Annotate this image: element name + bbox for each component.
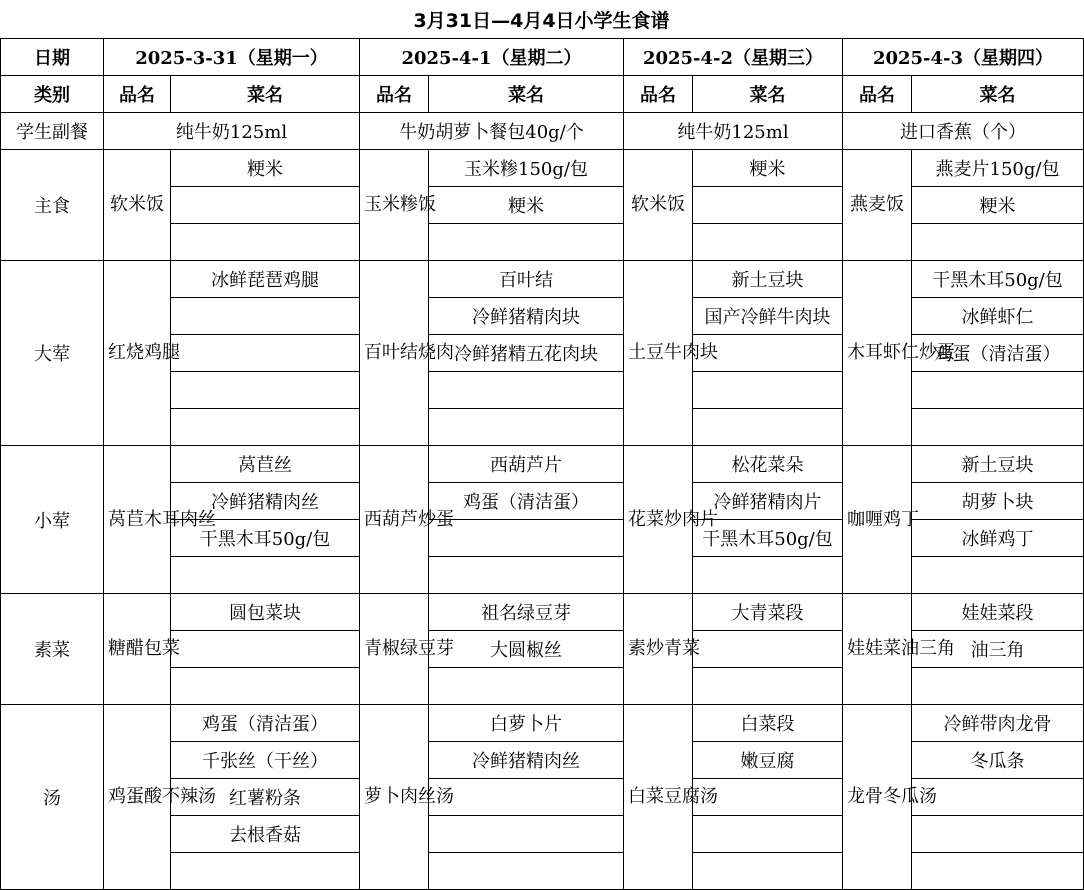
ingredient-cell [171,187,360,224]
page-title: 3月31日—4月4日小学生食谱 [413,9,670,32]
ingredient-cell: 千张丝（干丝） [171,742,360,779]
ingredient-cell [171,372,360,409]
ingredient-cell: 粳米 [912,187,1084,224]
dish-name: 萝卜肉丝汤 [360,705,429,890]
ingredient-cell: 大圆椒丝 [429,631,624,668]
ingredient-cell [171,409,360,446]
dish-name: 软米饭 [104,150,171,261]
ingredient-cell: 玉米糁150g/包 [429,150,624,187]
ingredient-cell [912,224,1084,261]
ingredient-cell [429,224,624,261]
ingredient-cell: 国产冷鲜牛肉块 [693,298,843,335]
dish-name: 娃娃菜油三角 [843,594,912,705]
ingredient-cell: 胡萝卜块 [912,483,1084,520]
ingredient-cell [693,557,843,594]
ingredient-cell [693,372,843,409]
ingredient-cell: 鸡蛋（清洁蛋） [912,335,1084,372]
section-row [1,261,1084,298]
ingredient-cell: 圆包菜块 [171,594,360,631]
ingredient-cell: 冷鲜带肉龙骨 [912,705,1084,742]
ingredient-cell: 大青菜段 [693,594,843,631]
date-header: 日期 [1,39,104,76]
day-date: 2025-4-3（星期四） [843,39,1084,76]
ingredient-cell [171,298,360,335]
ingredient-cell: 松花菜朵 [693,446,843,483]
ingredient-cell: 去根香菇 [171,816,360,853]
category-header: 类别 [1,76,104,113]
ingredient-cell: 鸡蛋（清洁蛋） [429,483,624,520]
ingredient-cell [693,409,843,446]
ingredient-cell: 白菜段 [693,705,843,742]
category-cell: 小荤 [1,446,104,594]
ingredient-cell [171,631,360,668]
ingredient-cell: 冰鲜琵琶鸡腿 [171,261,360,298]
dish-name: 素炒青菜 [624,594,693,705]
day-date: 2025-3-31（星期一） [104,39,360,76]
ingredient-cell: 粳米 [429,187,624,224]
category-cell: 大荤 [1,261,104,446]
ingredient-cell: 嫩豆腐 [693,742,843,779]
category-cell: 素菜 [1,594,104,705]
ingredient-cell: 冷鲜猪精五花肉块 [429,335,624,372]
ingredient-header: 菜名 [693,76,843,113]
snack-row [1,113,1084,150]
ingredient-cell: 油三角 [912,631,1084,668]
ingredient-cell: 白萝卜片 [429,705,624,742]
snack-value: 进口香蕉（个） [843,113,1084,150]
ingredient-cell: 新土豆块 [693,261,843,298]
ingredient-cell [912,816,1084,853]
category-cell: 主食 [1,150,104,261]
section-row [1,446,1084,483]
ingredient-cell: 娃娃菜段 [912,594,1084,631]
ingredient-cell: 莴苣丝 [171,446,360,483]
ingredient-header: 菜名 [429,76,624,113]
ingredient-cell [171,853,360,890]
dish-name: 百叶结烧肉 [360,261,429,446]
ingredient-cell [429,668,624,705]
ingredient-cell [693,853,843,890]
ingredient-cell: 百叶结 [429,261,624,298]
ingredient-cell [912,372,1084,409]
ingredient-cell [429,557,624,594]
snack-value: 牛奶胡萝卜餐包40g/个 [360,113,624,150]
day-date: 2025-4-1（星期二） [360,39,624,76]
ingredient-cell [429,816,624,853]
ingredient-cell [912,779,1084,816]
dish-name: 龙骨冬瓜汤 [843,705,912,890]
ingredient-cell [429,853,624,890]
ingredient-cell [912,668,1084,705]
ingredient-cell [693,631,843,668]
ingredient-cell: 红薯粉条 [171,779,360,816]
ingredient-cell: 粳米 [171,150,360,187]
day-date: 2025-4-2（星期三） [624,39,843,76]
ingredient-cell [171,557,360,594]
ingredient-cell [429,409,624,446]
ingredient-cell [912,557,1084,594]
ingredient-cell [693,816,843,853]
section-row [1,594,1084,631]
item-header: 品名 [104,76,171,113]
dish-name: 莴苣木耳肉丝 [104,446,171,594]
section-row [1,150,1084,187]
date-row [1,39,1084,76]
dish-name: 红烧鸡腿 [104,261,171,446]
ingredient-cell [429,520,624,557]
dish-name: 软米饭 [624,150,693,261]
ingredient-cell: 西葫芦片 [429,446,624,483]
ingredient-cell: 冷鲜猪精肉丝 [171,483,360,520]
ingredient-cell [171,335,360,372]
ingredient-cell: 冷鲜猪精肉片 [693,483,843,520]
ingredient-cell [171,224,360,261]
ingredient-header: 菜名 [171,76,360,113]
ingredient-cell: 燕麦片150g/包 [912,150,1084,187]
snack-label: 学生副餐 [1,113,104,150]
ingredient-cell: 干黑木耳50g/包 [693,520,843,557]
ingredient-cell: 冷鲜猪精肉丝 [429,742,624,779]
menu-table [0,38,1084,890]
ingredient-cell: 冰鲜虾仁 [912,298,1084,335]
ingredient-cell: 干黑木耳50g/包 [171,520,360,557]
dish-name: 咖喱鸡丁 [843,446,912,594]
snack-value: 纯牛奶125ml [624,113,843,150]
snack-value: 纯牛奶125ml [104,113,360,150]
ingredient-cell [912,853,1084,890]
ingredient-cell: 冬瓜条 [912,742,1084,779]
item-header: 品名 [360,76,429,113]
ingredient-cell: 鸡蛋（清洁蛋） [171,705,360,742]
ingredient-cell: 干黑木耳50g/包 [912,261,1084,298]
dish-name: 糖醋包菜 [104,594,171,705]
ingredient-cell [693,187,843,224]
ingredient-cell [171,668,360,705]
ingredient-cell: 冰鲜鸡丁 [912,520,1084,557]
dish-name: 玉米糁饭 [360,150,429,261]
dish-name: 木耳虾仁炒蛋 [843,261,912,446]
dish-name: 青椒绿豆芽 [360,594,429,705]
category-cell: 汤 [1,705,104,890]
ingredient-cell [429,779,624,816]
ingredient-cell [693,224,843,261]
ingredient-cell: 粳米 [693,150,843,187]
label-row [1,76,1084,113]
item-header: 品名 [843,76,912,113]
dish-name: 白菜豆腐汤 [624,705,693,890]
ingredient-cell [429,372,624,409]
ingredient-cell [912,409,1084,446]
ingredient-header: 菜名 [912,76,1084,113]
section-row [1,705,1084,742]
dish-name: 花菜炒肉片 [624,446,693,594]
item-header: 品名 [624,76,693,113]
dish-name: 土豆牛肉块 [624,261,693,446]
ingredient-cell: 冷鲜猪精肉块 [429,298,624,335]
dish-name: 鸡蛋酸不辣汤 [104,705,171,890]
dish-name: 燕麦饭 [843,150,912,261]
ingredient-cell: 祖名绿豆芽 [429,594,624,631]
ingredient-cell: 新土豆块 [912,446,1084,483]
ingredient-cell [693,668,843,705]
dish-name: 西葫芦炒蛋 [360,446,429,594]
